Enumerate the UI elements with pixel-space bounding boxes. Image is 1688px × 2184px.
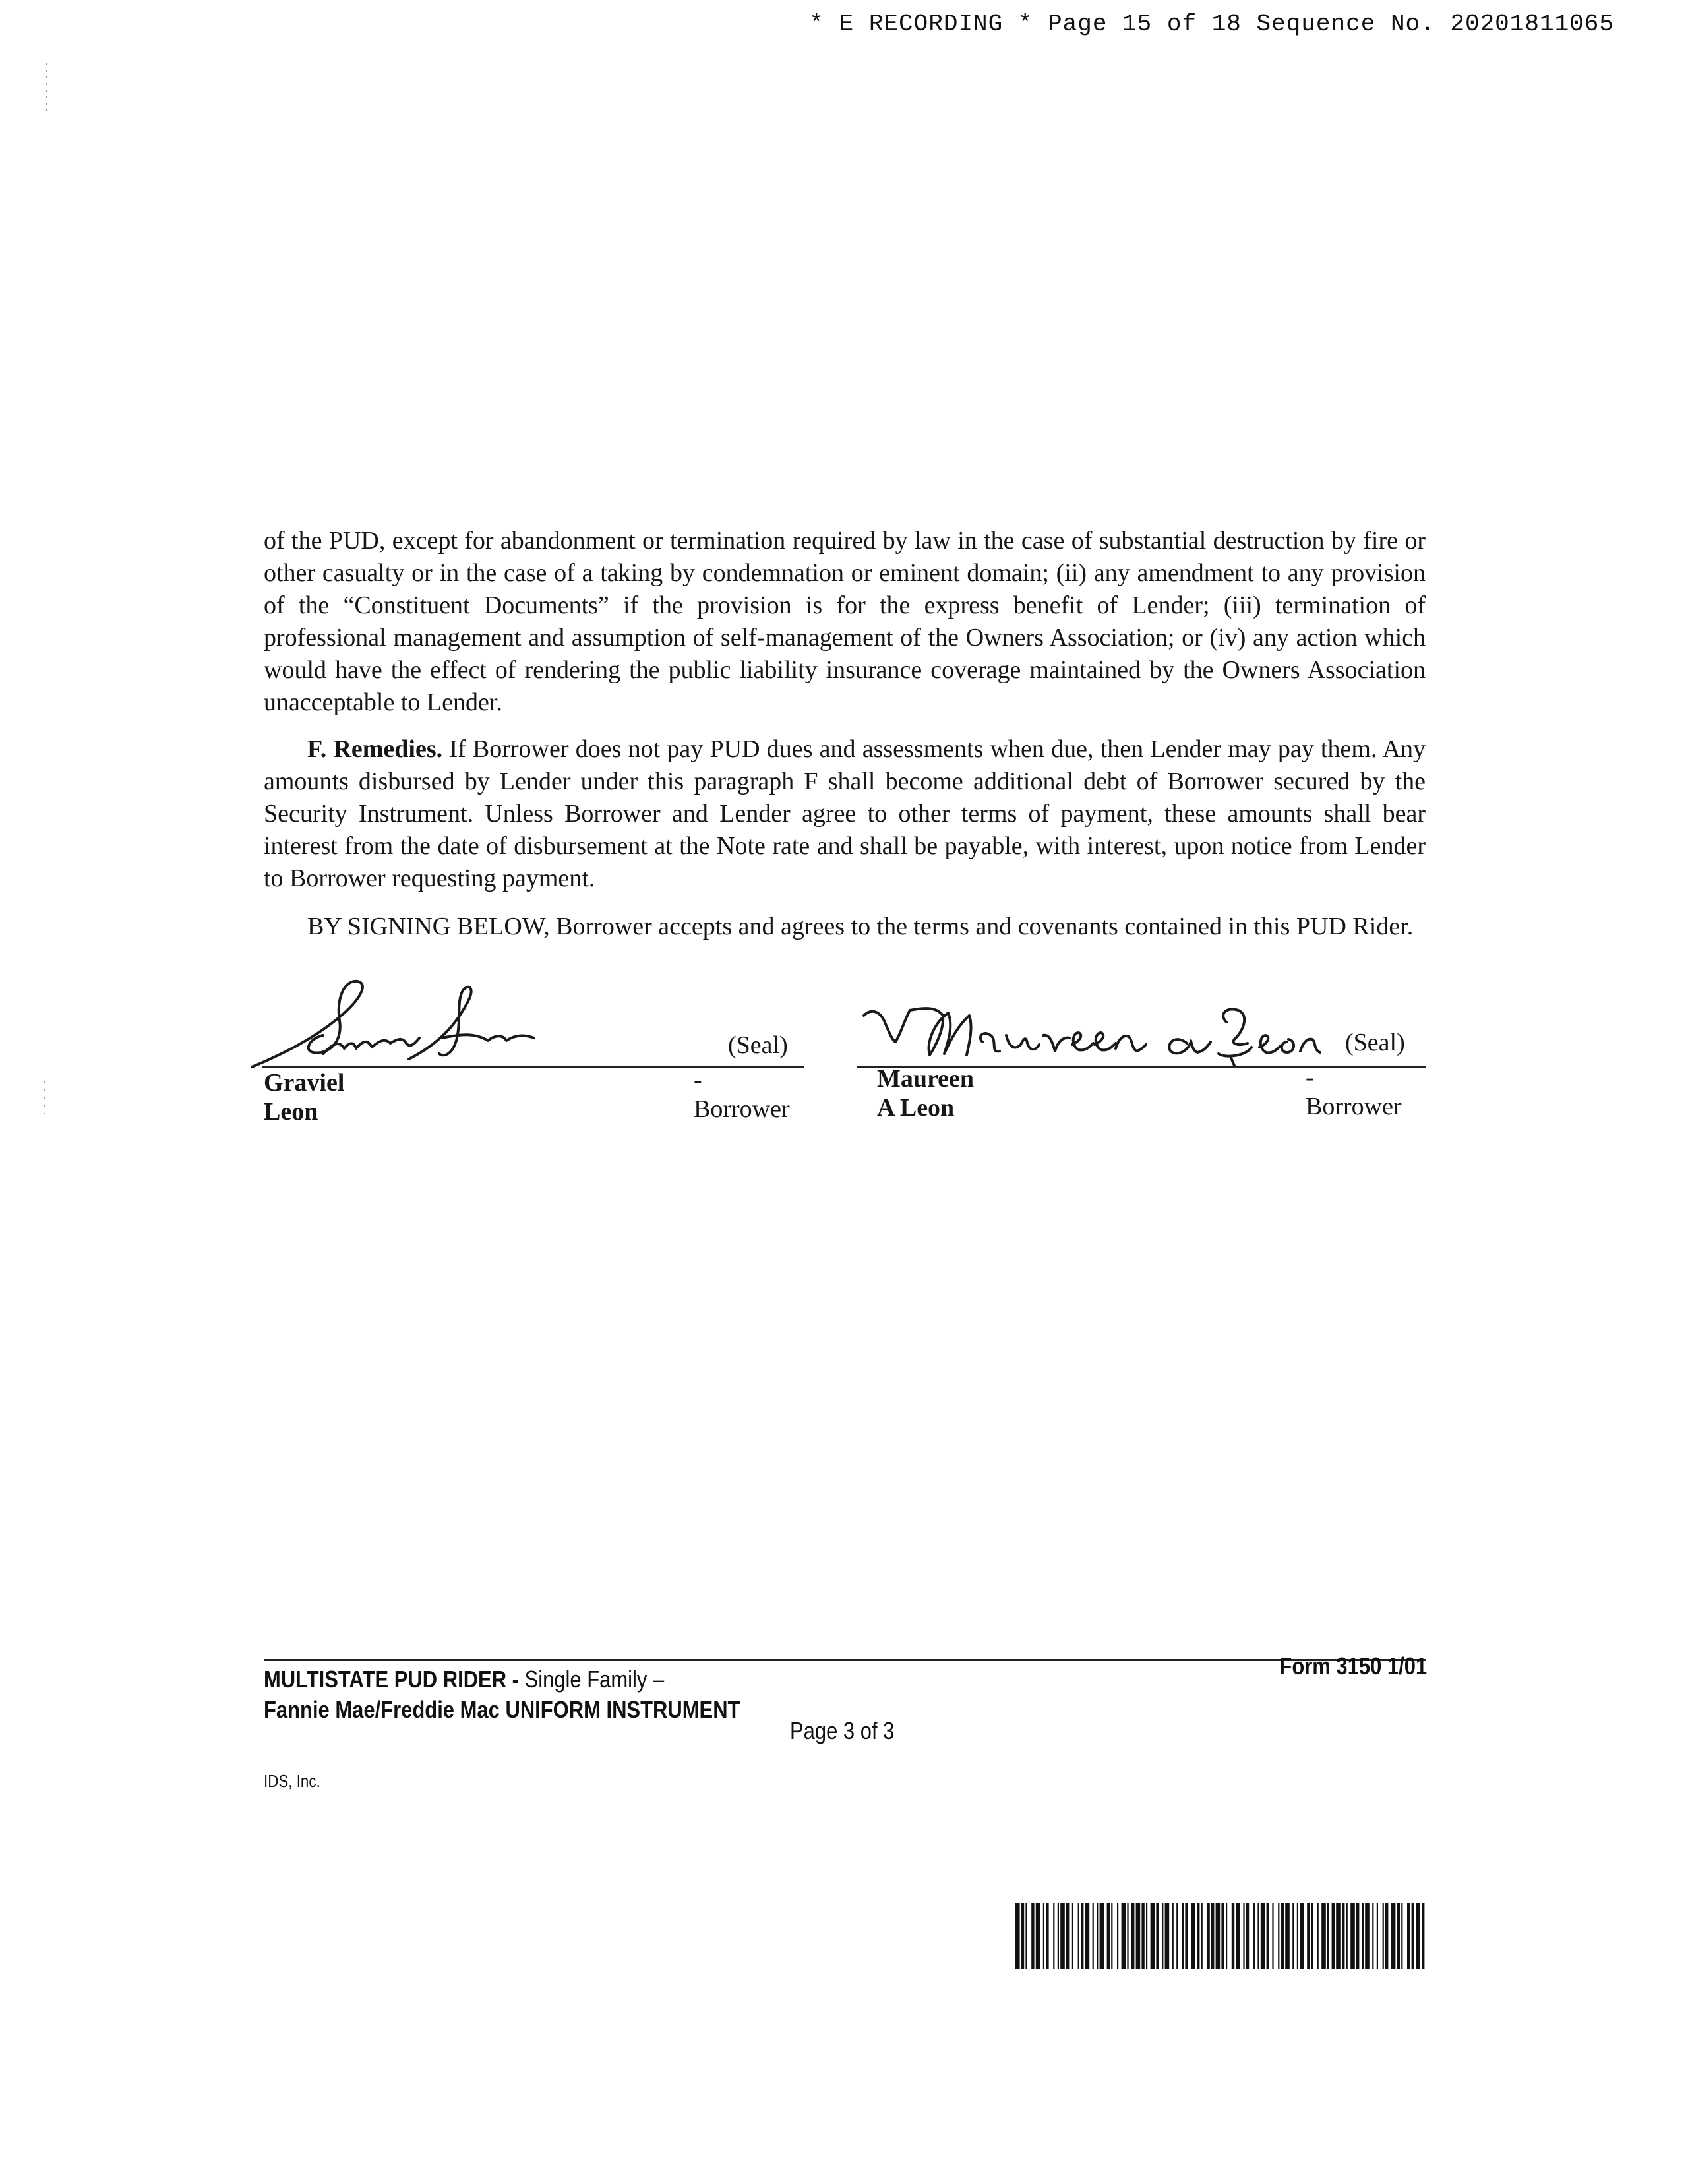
barcode-bar bbox=[1300, 1903, 1304, 1969]
handwritten-signature-graviel bbox=[244, 975, 587, 1074]
barcode-bar bbox=[1141, 1903, 1144, 1969]
barcode-bar bbox=[1097, 1903, 1098, 1969]
seal-label-graviel: (Seal) bbox=[728, 1031, 788, 1059]
barcode-bar bbox=[1111, 1903, 1112, 1969]
role-label-graviel: -Borrower bbox=[694, 1066, 790, 1123]
role-label-maureen: -Borrower bbox=[1306, 1064, 1402, 1120]
barcode-bar bbox=[1391, 1903, 1396, 1969]
barcode-bar bbox=[1176, 1903, 1178, 1969]
barcode-bar bbox=[1285, 1903, 1290, 1969]
footer-title-rest: Single Family – bbox=[518, 1666, 665, 1693]
remedies-text: If Borrower does not pay PUD dues and assessments when due, then Lender may pay them. Any amounts disbursed by Lender under this paragraph F shall become additional debt of Borrower secured by the Security Instrument. Unless Borrower and Lender agree to other terms of payment, these amounts shall bear interest from the date of disbursement at the Note rate and shall be payable, with interest, upon notice from Lender to Borrower requesting payment. bbox=[264, 735, 1426, 892]
barcode-bar bbox=[1093, 1903, 1094, 1969]
barcode-bar bbox=[1350, 1903, 1355, 1969]
barcode-bar bbox=[1066, 1903, 1069, 1969]
barcode-bar bbox=[1346, 1903, 1348, 1969]
barcode-bar bbox=[1100, 1903, 1104, 1969]
barcode-bar bbox=[1081, 1903, 1083, 1969]
barcode-bar bbox=[1046, 1903, 1048, 1969]
barcode-bar bbox=[1122, 1903, 1126, 1969]
scan-speck bbox=[46, 63, 47, 116]
barcode-bar bbox=[1317, 1903, 1319, 1969]
barcode-bar bbox=[1267, 1903, 1269, 1969]
barcode-bar bbox=[1036, 1903, 1040, 1969]
barcode-bar bbox=[1053, 1903, 1054, 1969]
barcode-bar bbox=[1043, 1903, 1044, 1969]
barcode-bar bbox=[1385, 1903, 1388, 1969]
barcode-bar bbox=[1377, 1903, 1378, 1969]
barcode-bar bbox=[1362, 1903, 1364, 1969]
barcode-bar bbox=[1172, 1903, 1174, 1969]
scan-speck bbox=[44, 1081, 45, 1114]
barcode-bar bbox=[1201, 1903, 1203, 1969]
barcode-bar bbox=[1031, 1903, 1034, 1969]
vendor-label: IDS, Inc. bbox=[264, 1771, 320, 1791]
barcode-bar bbox=[1197, 1903, 1199, 1969]
barcode-bar bbox=[1015, 1903, 1020, 1969]
handwritten-signature-maureen bbox=[857, 996, 1345, 1075]
barcode-bar bbox=[1278, 1903, 1279, 1969]
signing-statement-text: BY SIGNING BELOW, Borrower accepts and agrees to the terms and covenants contained in this PUD Rider. bbox=[307, 913, 1414, 940]
barcode-bar bbox=[1131, 1903, 1134, 1969]
barcode-bar bbox=[1372, 1903, 1373, 1969]
remedies-paragraph bbox=[264, 733, 1426, 895]
barcode-bar bbox=[1281, 1903, 1284, 1969]
barcode-bar bbox=[1072, 1903, 1073, 1969]
seal-label-maureen: (Seal) bbox=[1345, 1029, 1405, 1056]
barcode-bar bbox=[1165, 1903, 1170, 1969]
page-number: Page 3 of 3 bbox=[790, 1717, 895, 1744]
barcode-bar bbox=[1365, 1903, 1370, 1969]
barcode-bar bbox=[1407, 1903, 1410, 1969]
barcode-bar bbox=[1216, 1903, 1221, 1969]
barcode-bar bbox=[1107, 1903, 1110, 1969]
recording-header: * E RECORDING * Page 15 of 18 Sequence No. 20201811065 bbox=[809, 11, 1614, 38]
remedies-heading: F. Remedies. bbox=[307, 735, 443, 763]
barcode-bar bbox=[1232, 1903, 1234, 1969]
barcode-bar bbox=[1416, 1903, 1420, 1969]
signer-name-graviel: Graviel Leon bbox=[264, 1069, 345, 1126]
barcode-bar bbox=[1412, 1903, 1414, 1969]
continued-paragraph-text: of the PUD, except for abandonment or termination required by law in the case of substantial destruction by fire or other casualty or in the case of a taking by condemnation or eminent domain; (ii) any amendment to any provision of the “Constituent Documents” if the provision is for the express benefit of Lender; (iii) termination of professional management and assumption of self-management of the Owners Association; or (iv) any action which would have the effect of rendering the public liability insurance coverage maintained by the Owners Association unacceptable to Lender. bbox=[264, 527, 1426, 716]
remedies-paragraph-body bbox=[264, 733, 1426, 895]
barcode-bar bbox=[1297, 1903, 1298, 1969]
barcode-bar bbox=[1257, 1903, 1259, 1969]
barcode-bar bbox=[1321, 1903, 1326, 1969]
footer-title-bold: MULTISTATE PUD RIDER - bbox=[264, 1666, 519, 1693]
barcode-bar bbox=[1191, 1903, 1195, 1969]
barcode-bar bbox=[1060, 1903, 1065, 1969]
barcode-bar bbox=[1311, 1903, 1313, 1969]
barcode-bar bbox=[1236, 1903, 1240, 1969]
barcode-bar bbox=[1127, 1903, 1128, 1969]
barcode-bar bbox=[1136, 1903, 1141, 1969]
barcode-bar bbox=[1221, 1903, 1224, 1969]
barcode-bar bbox=[1085, 1903, 1090, 1969]
barcode-bar bbox=[1226, 1903, 1227, 1969]
footer-rule bbox=[264, 1659, 1426, 1661]
barcode-bar bbox=[1356, 1903, 1359, 1969]
footer-title-line2: Fannie Mae/Freddie Mac UNIFORM INSTRUMENT bbox=[264, 1696, 740, 1723]
footer-title bbox=[264, 1664, 740, 1725]
signer-name-maureen: Maureen A Leon bbox=[877, 1065, 975, 1122]
barcode-bar bbox=[1162, 1903, 1163, 1969]
barcode-bar bbox=[1185, 1903, 1188, 1969]
barcode-bar bbox=[1336, 1903, 1341, 1969]
barcode-bar bbox=[1342, 1903, 1344, 1969]
continued-paragraph bbox=[264, 525, 1426, 719]
barcode-bar bbox=[1401, 1903, 1402, 1969]
footer-title-line1 bbox=[264, 1664, 740, 1695]
barcode-bar bbox=[1211, 1903, 1214, 1969]
barcode-bar bbox=[1307, 1903, 1310, 1969]
barcode-bar bbox=[1117, 1903, 1118, 1969]
barcode-bar bbox=[1182, 1903, 1184, 1969]
barcode-bar bbox=[1243, 1903, 1244, 1969]
signing-statement bbox=[264, 911, 1426, 943]
barcode-bar bbox=[1146, 1903, 1147, 1969]
barcode bbox=[1015, 1903, 1426, 1969]
barcode-bar bbox=[1327, 1903, 1329, 1969]
barcode-bar bbox=[1397, 1903, 1400, 1969]
barcode-bar bbox=[1272, 1903, 1273, 1969]
barcode-bar bbox=[1156, 1903, 1159, 1969]
barcode-bar bbox=[1292, 1903, 1294, 1969]
barcode-bar bbox=[1207, 1903, 1209, 1969]
barcode-bar bbox=[1021, 1903, 1024, 1969]
barcode-bar bbox=[1025, 1903, 1027, 1969]
barcode-bar bbox=[1246, 1903, 1249, 1969]
barcode-bar bbox=[1151, 1903, 1155, 1969]
barcode-bar bbox=[1422, 1903, 1424, 1969]
barcode-bar bbox=[1332, 1903, 1335, 1969]
barcode-bar bbox=[1383, 1903, 1384, 1969]
barcode-bar bbox=[1078, 1903, 1079, 1969]
barcode-bar bbox=[1058, 1903, 1059, 1969]
barcode-bar bbox=[1261, 1903, 1265, 1969]
form-number: Form 3150 1/01 bbox=[1279, 1653, 1427, 1680]
barcode-bar bbox=[1253, 1903, 1255, 1969]
